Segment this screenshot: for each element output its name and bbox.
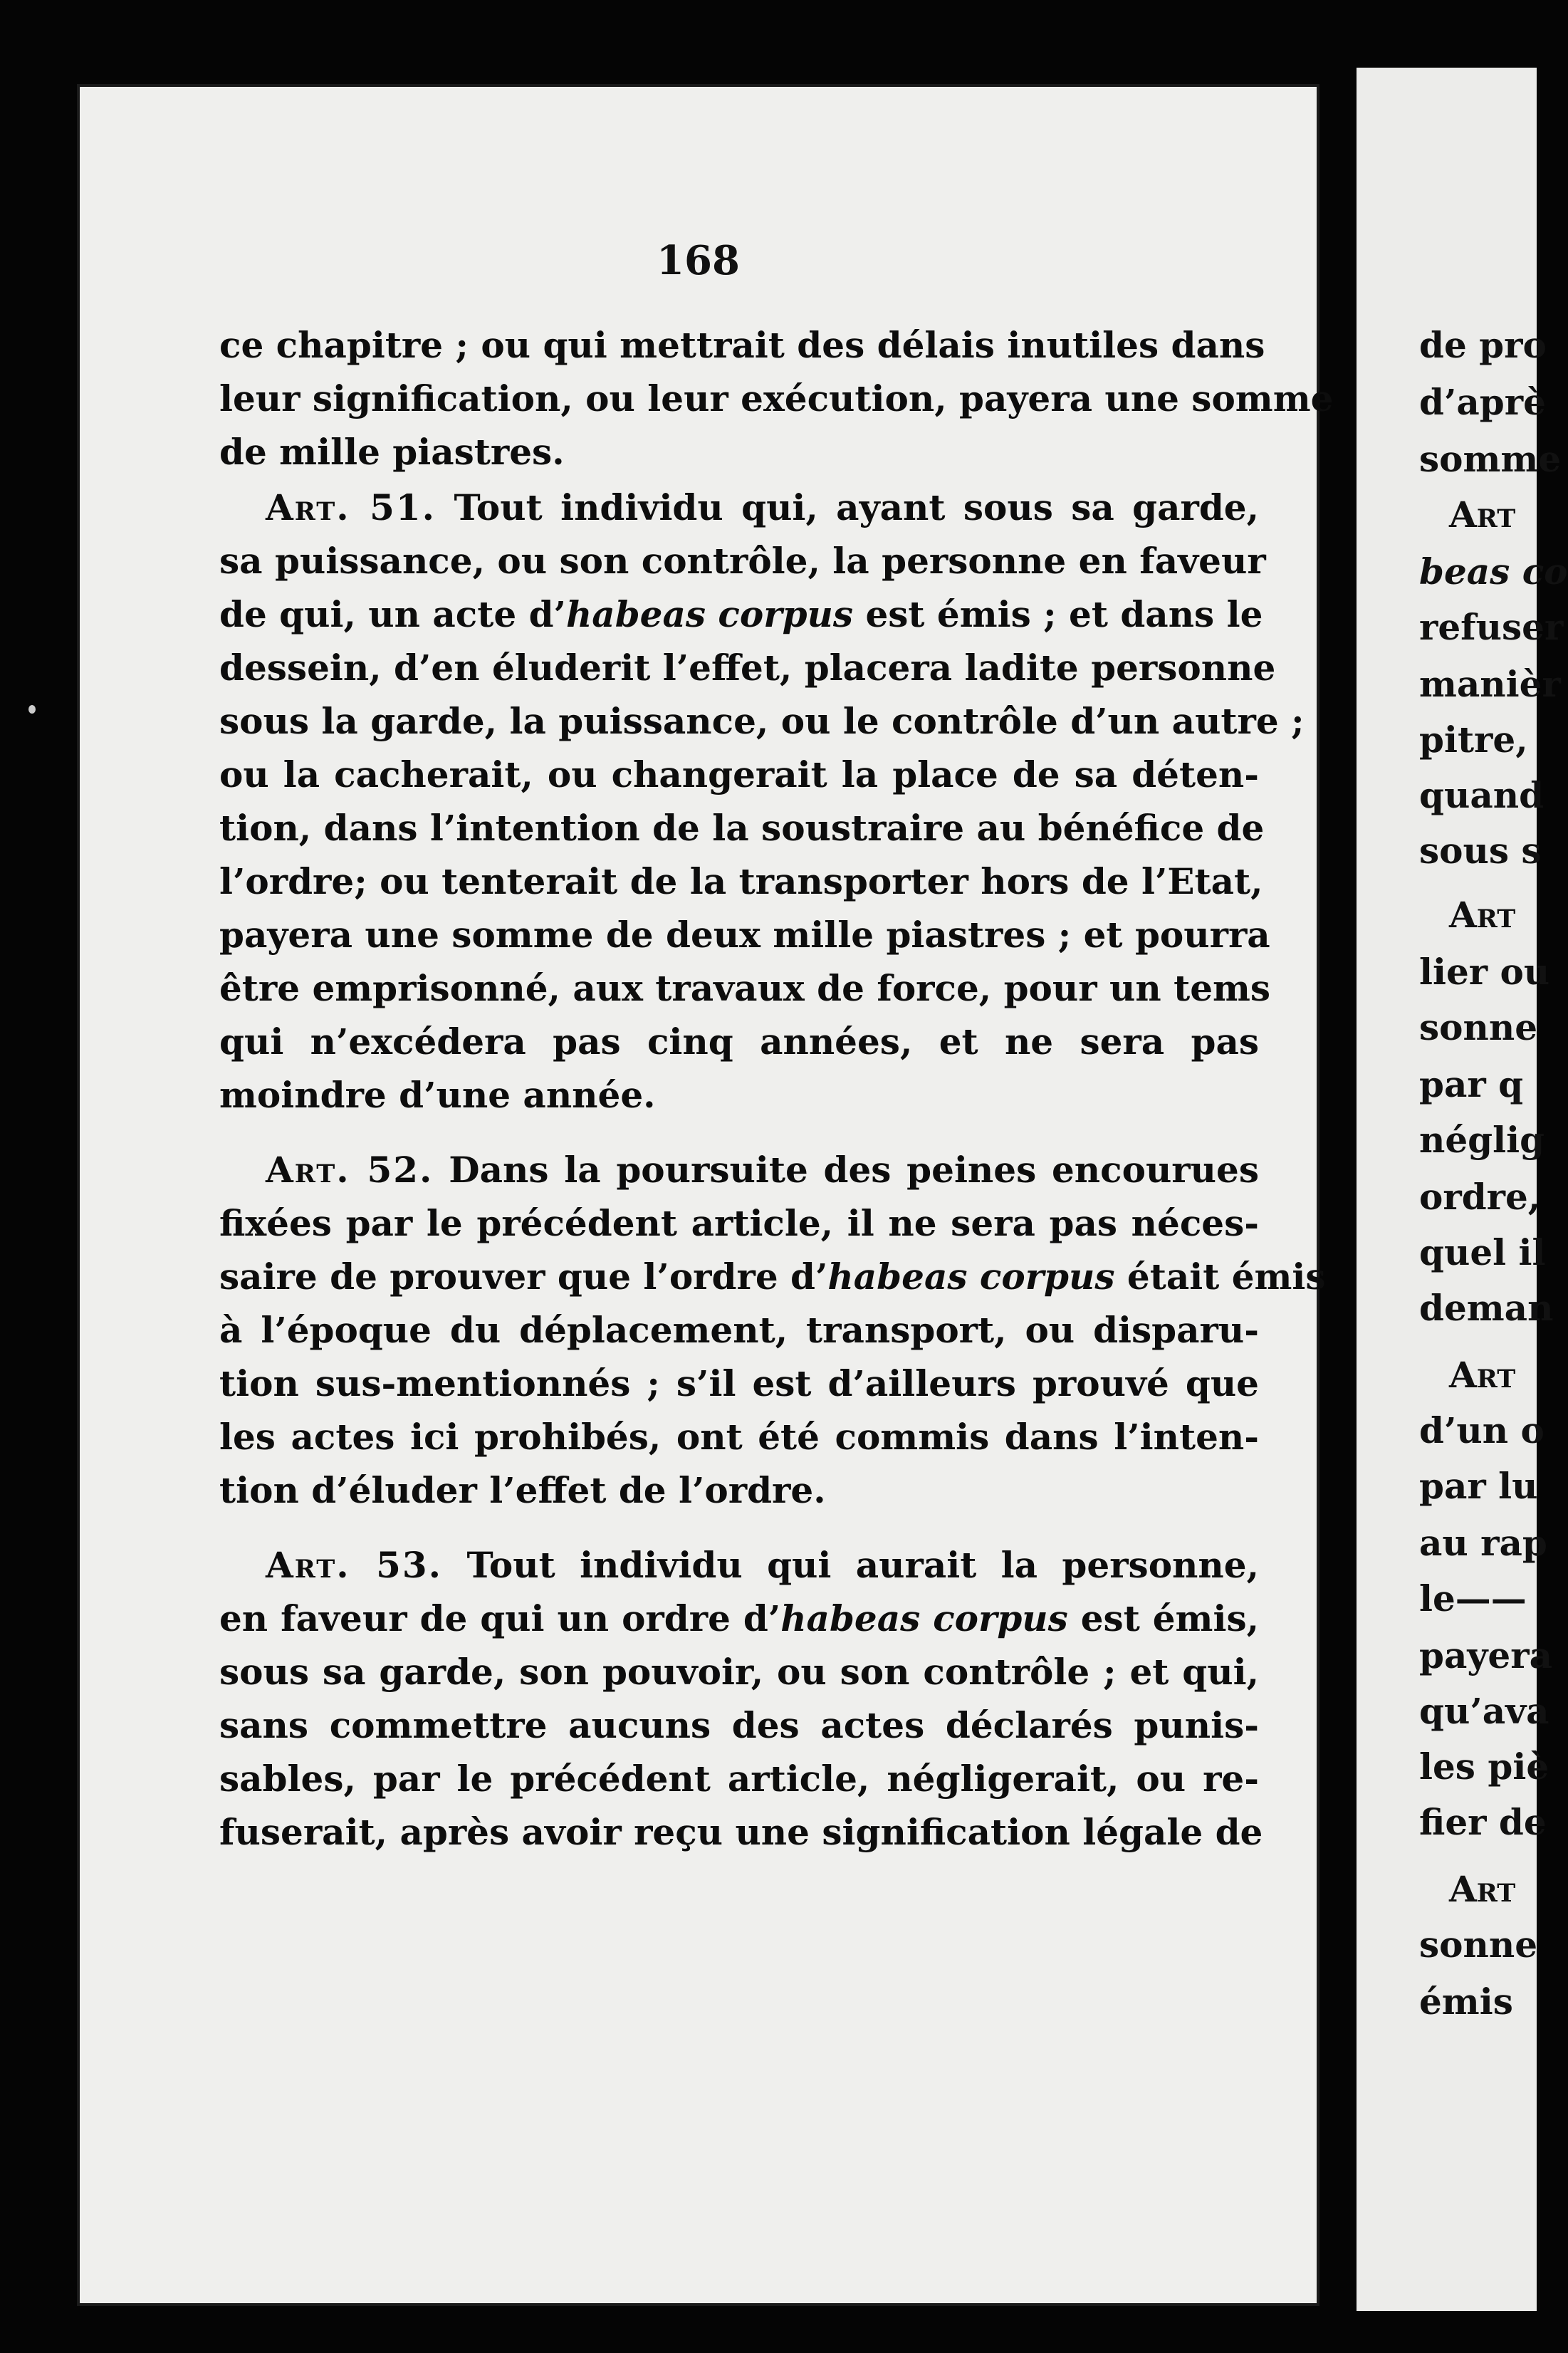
fragment-line: manièr [1419, 663, 1561, 705]
fragment-line: qu’ava [1419, 1690, 1549, 1732]
fragment-line: sous s [1419, 830, 1542, 872]
fragment-line: par lu [1419, 1465, 1538, 1507]
text-span: de qui, un acte d’ [219, 593, 566, 635]
fragment-line: payera [1419, 1634, 1552, 1676]
text-line: sous sa garde, son pouvoir, ou son contrôle ; et qui, [219, 1651, 1259, 1693]
scan-speck [28, 705, 36, 714]
text-line: payera une somme de deux mille piastres ; et pourra [219, 914, 1270, 956]
text-line: sans commettre aucuns des actes déclarés punis- [219, 1704, 1259, 1746]
text-span: saire de prouver que l’ordre d’ [219, 1256, 828, 1298]
fragment-line: Art [1449, 1354, 1516, 1396]
text-line: ou la cacherait, ou changerait la place de sa déten- [219, 753, 1259, 795]
text-line: être emprisonné, aux travaux de force, pour un tems [219, 967, 1271, 1009]
article-52-line [219, 1149, 1259, 1191]
fragment-line: quel il [1419, 1231, 1546, 1273]
text-line: tion sus-mentionnés ; s’il est d’ailleurs prouvé que [219, 1362, 1259, 1404]
text-line: fuserait, après avoir reçu une signification légale de [219, 1811, 1263, 1853]
text-line: fixées par le précédent article, il ne sera pas néces- [219, 1202, 1259, 1244]
text-span: Dans la poursuite des peines encourues [449, 1149, 1259, 1191]
text-span: est émis ; et dans le [853, 593, 1263, 635]
article-51-line [219, 486, 1259, 529]
fragment-line: le—— [1419, 1577, 1527, 1619]
fragment-line: fier de [1419, 1801, 1547, 1843]
article-label: Art. 51. [266, 486, 437, 528]
text-line: ce chapitre ; ou qui mettrait des délais inutiles dans [219, 324, 1265, 366]
fragment-line: refuser [1419, 606, 1564, 648]
text-line: sous la garde, la puissance, ou le contrôle d’un autre ; [219, 700, 1305, 742]
fragment-line: somme [1419, 438, 1562, 480]
fragment-line: pitre, [1419, 719, 1528, 761]
text-span: est émis, [1067, 1597, 1260, 1639]
fragment-line: au rap [1419, 1522, 1547, 1564]
fragment-line: néglig [1419, 1119, 1545, 1161]
text-line: dessein, d’en éluderit l’effet, placera ladite personne [219, 647, 1276, 689]
text-line: sables, par le précédent article, négligerait, ou re- [219, 1758, 1259, 1800]
italic-term: habeas corpus [565, 593, 854, 635]
text-line: l’ordre; ou tenterait de la transporter hors de l’Etat, [219, 860, 1263, 902]
text-line: de mille piastres. [219, 431, 565, 473]
text-span: Tout individu qui aurait la personne, [466, 1544, 1259, 1586]
italic-term: habeas corpus [780, 1597, 1068, 1639]
fragment-line: émis [1419, 1981, 1513, 2023]
text-line: tion d’éluder l’effet de l’ordre. [219, 1469, 826, 1511]
fragment-line: les piè [1419, 1746, 1549, 1788]
article-label: Art. 52. [266, 1149, 434, 1191]
fragment-line: d’un o [1419, 1409, 1545, 1451]
fragment-line: Art [1449, 894, 1516, 936]
fragment-line: ordre, [1419, 1176, 1541, 1218]
text-line [219, 1256, 1326, 1298]
fragment-line: de pro [1419, 324, 1547, 366]
text-line [219, 593, 1263, 636]
text-line [219, 1597, 1259, 1640]
text-line: à l’époque du déplacement, transport, ou disparu- [219, 1309, 1259, 1351]
adjacent-page-fragment [1357, 68, 1568, 2311]
fragment-line: lier ou [1419, 951, 1550, 993]
book-page [77, 84, 1334, 2306]
fragment-line: Art [1449, 1868, 1516, 1910]
text-line: moindre d’une année. [219, 1074, 656, 1116]
page-number: 168 [657, 237, 740, 284]
article-label: Art. 53. [266, 1544, 443, 1586]
text-line: qui n’excédera pas cinq années, et ne sera pas [219, 1021, 1259, 1063]
text-span: Tout individu qui, ayant sous sa garde, [454, 486, 1259, 528]
fragment-line: sonne [1419, 1006, 1538, 1048]
fragment-line: d’aprè [1419, 381, 1546, 423]
fragment-line: Art [1449, 494, 1516, 536]
text-line: tion, dans l’intention de la soustraire au bénéfice de [219, 807, 1265, 849]
text-span: en faveur de qui un ordre d’ [219, 1597, 781, 1639]
fragment-line: quand [1419, 774, 1545, 816]
fragment-line: deman [1419, 1287, 1554, 1329]
fragment-line: sonne [1419, 1924, 1538, 1966]
fragment-line: beas co [1419, 551, 1568, 593]
italic-term: habeas corpus [827, 1256, 1115, 1298]
fragment-line: par q [1419, 1063, 1524, 1105]
text-span: était émis [1114, 1256, 1326, 1298]
text-line: sa puissance, ou son contrôle, la personne en faveur [219, 540, 1266, 582]
text-line: leur signification, ou leur exécution, payera une somme [219, 377, 1334, 419]
article-53-line [219, 1544, 1259, 1587]
text-line: les actes ici prohibés, ont été commis dans l’inten- [219, 1416, 1259, 1458]
